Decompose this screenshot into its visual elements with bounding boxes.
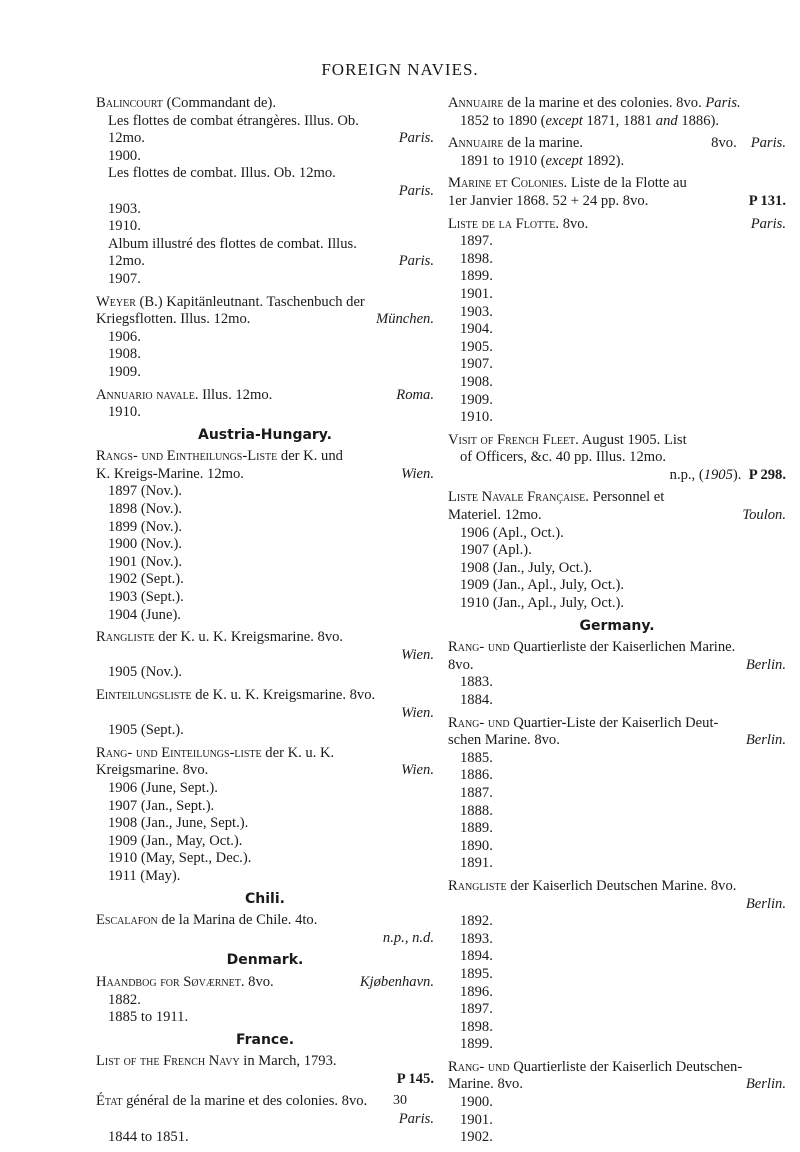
reference: P 131. [748, 192, 786, 209]
author: Weyer [96, 293, 136, 310]
pub-line [448, 657, 786, 675]
left-column [96, 95, 434, 1151]
pub-line [96, 311, 434, 329]
place: Berlin. [745, 656, 786, 673]
year-list [96, 148, 434, 166]
title-line: Les flottes de combat étrangères. Illus. Ob. [108, 112, 359, 129]
year: 1901 (Nov.). [108, 553, 183, 570]
year: 1905. [460, 338, 493, 355]
entry-text: 1er Janvier 1868. 52 + 24 pp. 8vo. [448, 192, 649, 209]
section-heading: Austria-Hungary. [198, 426, 332, 443]
section-heading: Germany. [579, 617, 655, 634]
year: 1898 (Nov.). [108, 501, 183, 518]
year: 1898. [460, 1018, 493, 1035]
place: Wien. [401, 762, 434, 779]
pub-line [96, 130, 434, 148]
year: 1900. [460, 1094, 493, 1111]
entry-text: 8vo. [448, 656, 474, 673]
year: 1892. [460, 913, 493, 930]
year: 1910. [460, 409, 493, 426]
author: Visit of French Fleet. [448, 431, 579, 448]
author: Rang- und [448, 714, 510, 731]
author: Annuaire [448, 135, 504, 152]
text: and [655, 112, 678, 129]
text: 1905 [703, 466, 733, 483]
place: Wien. [401, 704, 434, 721]
year-list [448, 233, 786, 427]
pub-line [448, 896, 786, 914]
year: 1908. [460, 373, 493, 390]
author: Liste de la Flotte. [448, 215, 560, 232]
author: Marine et Colonies. [448, 175, 568, 192]
year: 1883. [460, 674, 493, 691]
entry-rangliste-d [448, 878, 786, 1054]
year-list [96, 1129, 434, 1147]
entry-text: Personnel et [588, 489, 665, 506]
entry-text: (B.) Kapitänleutnant. Taschenbuch der [135, 293, 365, 310]
entry-text: der K. u. K. Kreigsmarine. 8vo. [154, 629, 344, 646]
pub-line [96, 253, 434, 271]
year: 1903. [108, 200, 141, 217]
place: Paris. [705, 95, 741, 111]
section-heading: Denmark. [226, 952, 304, 969]
year: 1902 (Sept.). [108, 571, 184, 588]
year: 1844 to 1851. [108, 1128, 189, 1145]
place: Roma. [396, 386, 434, 403]
entry-text: de la Marina de Chile. 4to. [157, 912, 318, 929]
title-line: Les flottes de combat. Illus. Ob. 12mo. [108, 165, 336, 182]
text: except [545, 112, 583, 129]
entry-text: schen Marine. 8vo. [448, 732, 560, 749]
year-list [96, 329, 434, 382]
reference: P 298. [748, 466, 786, 483]
year: 1905 (Sept.). [108, 722, 184, 739]
pub-line [96, 183, 434, 201]
place: Kjøbenhavn. [359, 973, 434, 990]
format: 12mo. [108, 130, 145, 147]
place: Paris. [398, 130, 434, 147]
entry-text: 8vo. [244, 973, 274, 990]
entry-text: der K. u. K. [261, 744, 335, 761]
text: 1892). [582, 152, 625, 169]
year-list [96, 722, 434, 740]
entry-liste-navale [448, 489, 786, 612]
title-line: Album illustré des flottes de combat. Illus. [108, 235, 357, 252]
entry-eintheilung [96, 687, 434, 740]
year: 1891. [460, 855, 493, 872]
year: 1886. [460, 767, 493, 784]
author: Escalafon [96, 912, 158, 929]
entry-text: der K. und [277, 448, 343, 465]
pub-line [96, 705, 434, 723]
year: 1907 (Apl.). [460, 542, 532, 559]
text: except [545, 152, 583, 169]
year: 1896. [460, 983, 493, 1000]
year: 1898. [460, 250, 493, 267]
entry-rangs [96, 448, 434, 624]
year: 1909. [108, 363, 141, 380]
year: 1890. [460, 837, 493, 854]
author: Rang- und Einteilungs-liste [96, 744, 262, 761]
year: 1909 (Jan., Apl., July, Oct.). [460, 577, 625, 594]
entry-text: August 1905. List [578, 431, 687, 448]
place: Paris. [750, 215, 786, 232]
pub-line [96, 762, 434, 780]
year: 1895. [460, 965, 493, 982]
entry-text [448, 113, 786, 131]
author: Annuaire [448, 95, 504, 111]
right-column [448, 95, 786, 1152]
year: 1910. [108, 404, 141, 421]
year: 1900 (Nov.). [108, 536, 183, 553]
year: 1908 (Jan., June, Sept.). [108, 815, 249, 832]
author: Einteilungsliste [96, 687, 192, 703]
author: Rangliste [96, 629, 155, 646]
pub-line [448, 507, 786, 525]
entry-text: 8vo. [559, 215, 589, 232]
year: 1884. [460, 692, 493, 708]
text: 1852 to 1890 ( [460, 112, 546, 129]
year: 1885 to 1911. [108, 1009, 189, 1026]
year: 1906 (June, Sept.). [108, 779, 218, 796]
pub-line [96, 1111, 434, 1129]
pub-line [448, 1076, 786, 1094]
year-list [96, 664, 434, 682]
year: 1909. [460, 391, 493, 408]
entry-text [448, 153, 786, 171]
year: 1899. [460, 268, 493, 285]
year: 1909 (Jan., May, Oct.). [108, 832, 243, 849]
entry-liste-flotte [448, 216, 786, 427]
entry-text: (Commandant de). [162, 95, 276, 111]
author: Haandbog for Søværnet. [96, 973, 245, 990]
year: 1903 (Sept.). [108, 589, 184, 606]
entry-rang-quart-1 [448, 639, 786, 709]
pub-line [96, 930, 434, 948]
entry-text: de la marine et des colonies. 8vo. [503, 95, 702, 111]
year: 1906. [108, 328, 141, 345]
entry-text: Quartierliste der Kaiserlichen Marine. [509, 639, 736, 656]
author: List of the French Navy [96, 1053, 240, 1070]
author: Rang- und [448, 1058, 510, 1075]
entry-rangliste-k [96, 629, 434, 682]
entry-text: Marine. 8vo. [448, 1076, 523, 1093]
place: Berlin. [745, 895, 786, 912]
year: 1904 (June). [108, 606, 181, 623]
year: 1889. [460, 820, 493, 837]
place: Wien. [401, 465, 434, 482]
place: Paris. [398, 253, 434, 270]
entry-text: Quartier-Liste der Kaiserlich Deut- [509, 714, 719, 731]
year: 1907 (Jan., Sept.). [108, 797, 215, 814]
year: 1906 (Apl., Oct.). [460, 524, 564, 541]
year: 1903. [460, 303, 493, 320]
entry-weyer [96, 294, 434, 382]
entry-text: de K. u. K. Kreigsmarine. 8vo. [191, 687, 376, 703]
section-heading: France. [235, 1031, 295, 1048]
pub-line [96, 466, 434, 484]
entry-rang-quart-2 [448, 715, 786, 873]
entry-text: général de la marine et des colonies. 8vo. [122, 1093, 368, 1110]
text: 1886). [677, 112, 720, 129]
year: 1899 (Nov.). [108, 518, 183, 535]
year-list [96, 271, 434, 289]
year: 1894. [460, 948, 493, 965]
year-list [96, 404, 434, 422]
author: Rangliste [448, 877, 507, 894]
place: München. [376, 311, 434, 328]
pub-line [96, 1071, 434, 1089]
author: Rangs- und Eintheilungs-Liste [96, 448, 278, 465]
year: 1887. [460, 784, 493, 801]
year-list [96, 992, 434, 1027]
entry-text: K. Kreigs-Marine. 12mo. [96, 465, 244, 482]
year: 1910. [108, 218, 141, 235]
text: 1891 to 1910 ( [460, 152, 546, 169]
entry-marine [448, 175, 786, 210]
entry-text: of Officers, &c. 40 pp. Illus. 12mo. [460, 449, 667, 466]
text: ). [732, 466, 742, 483]
year: 1902. [460, 1129, 493, 1146]
entry-rang-eint [96, 745, 434, 886]
entry-escalafon [96, 912, 434, 947]
place: Paris. [750, 135, 786, 152]
year: 1897. [460, 233, 493, 250]
year: 1897 (Nov.). [108, 483, 183, 500]
year: 1899. [460, 1036, 493, 1053]
entry-text: Liste de la Flotte au [567, 175, 687, 192]
text: 1871, 1881 [582, 112, 656, 129]
year-list [448, 674, 786, 709]
entry-visit [448, 432, 786, 485]
reference: P 145. [396, 1070, 434, 1087]
place: Berlin. [745, 732, 786, 749]
page-number: 30 [393, 1093, 407, 1108]
entry-text: der Kaiserlich Deutschen Marine. 8vo. [506, 877, 737, 894]
format: 8vo. [711, 135, 737, 152]
entry-text: Kriegsflotten. Illus. 12mo. [96, 311, 251, 328]
entry-list-french [96, 1053, 434, 1088]
entry-text: Kreigsmarine. 8vo. [96, 762, 209, 779]
year: 1901. [460, 1111, 493, 1128]
author: Balincourt [96, 95, 163, 111]
pub-line [448, 193, 786, 211]
place: Berlin. [745, 1076, 786, 1093]
entry-text: Materiel. 12mo. [448, 507, 542, 524]
pub-line [448, 732, 786, 750]
text: n.p., ( [669, 466, 704, 483]
year: 1893. [460, 930, 493, 947]
entry-text: Illus. 12mo. [198, 386, 273, 403]
year-list [448, 913, 786, 1054]
year: 1882. [108, 991, 141, 1008]
author: Rang- und [448, 639, 510, 656]
year-list [448, 750, 786, 873]
year: 1910 (Jan., Apl., July, Oct.). [460, 595, 625, 612]
year-list [96, 201, 434, 236]
author: Liste Navale Française. [448, 489, 589, 506]
pub-line [96, 647, 434, 665]
entry-annuario [96, 387, 434, 422]
entry-annuaire-2 [448, 135, 786, 170]
year: 1904. [460, 321, 493, 338]
place: Paris. [398, 182, 434, 199]
year-list [448, 525, 786, 613]
year: 1911 (May). [108, 867, 181, 884]
author: Annuario navale. [96, 386, 199, 403]
section-heading: Chili. [245, 890, 285, 907]
year: 1907. [108, 270, 141, 287]
year: 1888. [460, 802, 493, 819]
year: 1897. [460, 1001, 493, 1018]
year: 1908. [108, 346, 141, 363]
year: 1901. [460, 285, 493, 302]
year: 1908 (Jan., July, Oct.). [460, 559, 592, 576]
place: Wien. [401, 646, 434, 663]
author: État [96, 1093, 123, 1110]
year: 1910 (May, Sept., Dec.). [108, 850, 252, 867]
entry-text: de la marine. [503, 135, 583, 152]
entry-haandbog [96, 974, 434, 1027]
entry-balincourt [96, 95, 434, 289]
year: 1905 (Nov.). [108, 664, 183, 681]
year: 1907. [460, 356, 493, 373]
entry-text: in March, 1793. [239, 1053, 337, 1070]
year: 1900. [108, 147, 141, 164]
place: Toulon. [742, 507, 786, 524]
place: n.p., n.d. [382, 929, 434, 946]
year-list [96, 483, 434, 624]
pub-line [448, 467, 786, 485]
place: Paris. [398, 1111, 434, 1128]
entry-annuaire-1 [448, 95, 786, 130]
entry-text: Quartierliste der Kaiserlich Deutschen- [509, 1058, 743, 1075]
year: 1885. [460, 749, 493, 766]
page-header: FOREIGN NAVIES. [321, 60, 479, 79]
format: 12mo. [108, 253, 145, 270]
year-list [96, 780, 434, 886]
